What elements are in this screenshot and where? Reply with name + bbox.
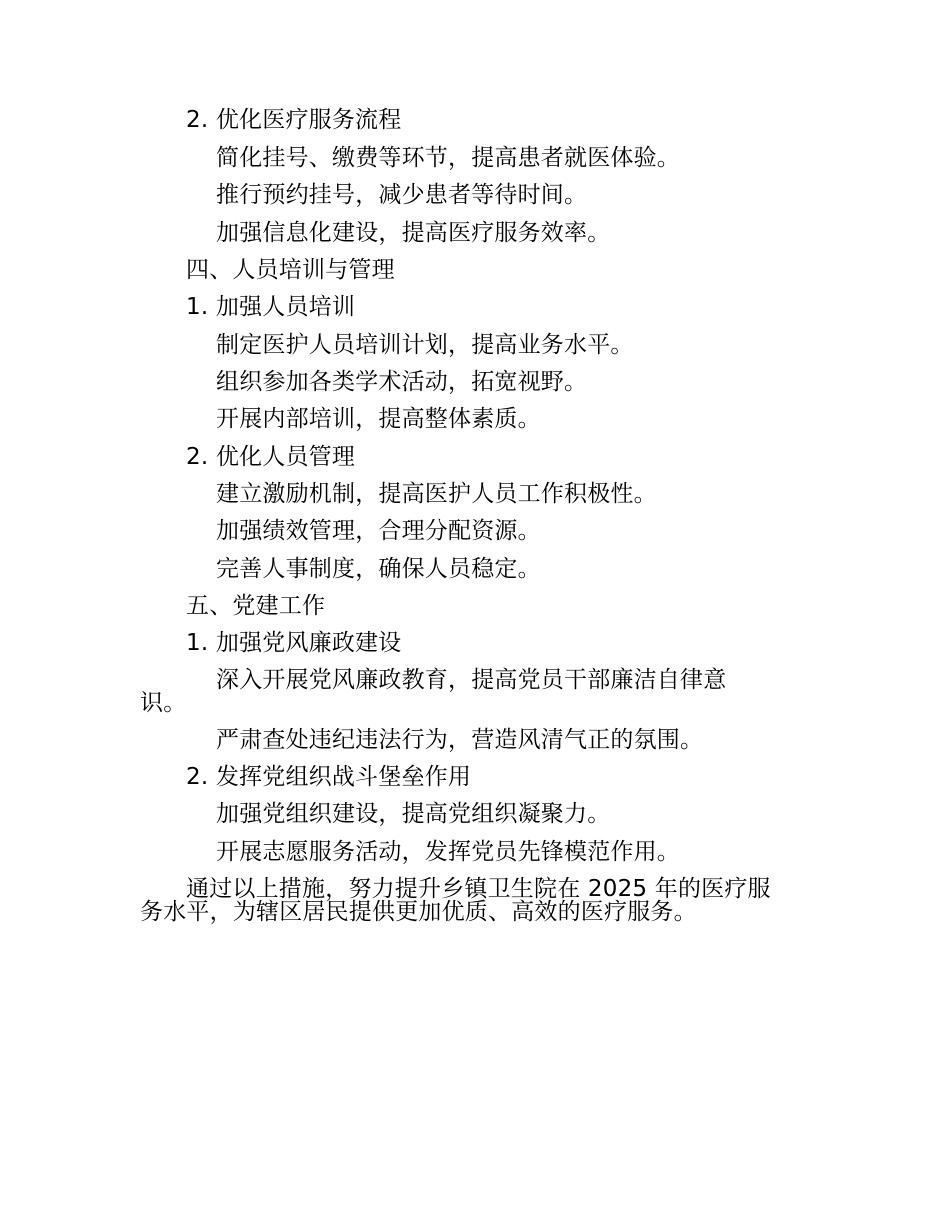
body-line: 加强党组织建设，提高党组织凝聚力。 — [216, 801, 611, 827]
subsection-heading: 2. 发挥党组织战斗堡垒作用 — [186, 764, 472, 790]
body-line: 开展志愿服务活动，发挥党员先锋模范作用。 — [216, 839, 680, 865]
body-line: 制定医护人员培训计划，提高业务水平。 — [216, 332, 634, 358]
conclusion-line-wrap: 务水平，为辖区居民提供更加优质、高效的医疗服务。 — [140, 899, 697, 925]
subsection-heading: 1. 加强人员培训 — [186, 294, 356, 320]
conclusion-line: 通过以上措施，努力提升乡镇卫生院在 2025 年的医疗服 — [186, 876, 771, 902]
body-line: 完善人事制度，确保人员稳定。 — [216, 556, 541, 582]
body-line-wrap: 识。 — [140, 690, 187, 716]
body-line: 推行预约挂号，减少患者等待时间。 — [216, 182, 588, 208]
body-line: 简化挂号、缴费等环节，提高患者就医体验。 — [216, 145, 680, 171]
subsection-heading: 2. 优化医疗服务流程 — [186, 107, 402, 133]
body-line: 加强绩效管理，合理分配资源。 — [216, 518, 541, 544]
body-line: 深入开展党风廉政教育，提高党员干部廉洁自律意 — [216, 667, 727, 693]
body-line: 开展内部培训，提高整体素质。 — [216, 406, 541, 432]
section-heading: 四、人员培训与管理 — [186, 257, 395, 283]
subsection-heading: 2. 优化人员管理 — [186, 444, 356, 470]
section-heading: 五、党建工作 — [186, 593, 326, 619]
body-line: 组织参加各类学术活动，拓宽视野。 — [216, 369, 588, 395]
body-line: 严肃查处违纪违法行为，营造风清气正的氛围。 — [216, 727, 704, 753]
body-line: 建立激励机制，提高医护人员工作积极性。 — [216, 481, 657, 507]
subsection-heading: 1. 加强党风廉政建设 — [186, 630, 402, 656]
body-line: 加强信息化建设，提高医疗服务效率。 — [216, 220, 611, 246]
